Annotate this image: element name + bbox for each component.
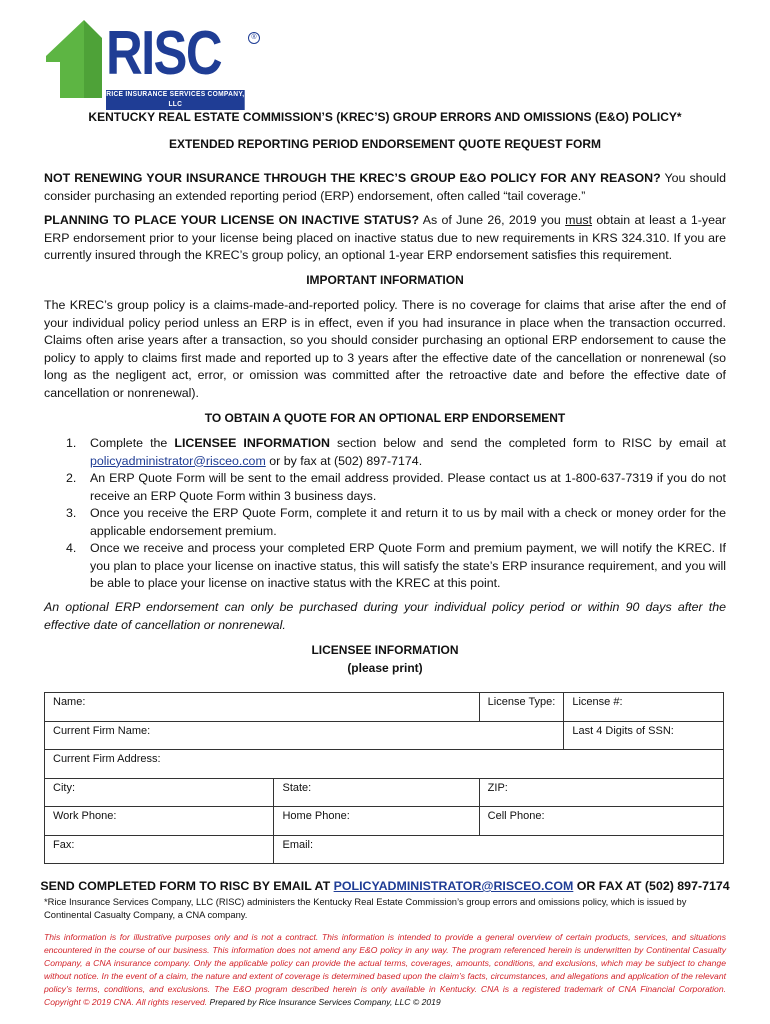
send-text: OR FAX AT (502) 897-7174: [576, 879, 730, 893]
license-number-field[interactable]: [564, 693, 724, 722]
firm-name-field[interactable]: [45, 721, 564, 750]
home-phone-field[interactable]: [274, 807, 479, 836]
prepared-by-text: Prepared by Rice Insurance Services Company, LLC © 2019: [209, 997, 441, 1007]
intro-1-text: You should consider purchasing an extended reporting period (ERP) endorsement, often called “tail coverage.”: [44, 171, 726, 203]
risc-logo: [44, 18, 257, 108]
steps-list: [44, 435, 726, 593]
field-label: Fax:: [53, 838, 75, 851]
disclaimer-text: This information is for illustrative purposes only and is not a contract. This information is intended to provide a general overview of certain products, services, and situations encountered in the course of our business. This information does not amend any E&O policy in any way. The program referenced herein is underwritten by Continental Casualty Company, a CNA insurance company. Only the applicable policy can provide the actual terms, coverages, amounts, conditions, and exclusions, which may be subject to change without notice. In the event of a claim, the nature and extent of coverage is determined based upon the claim’s facts, circumstances, and allegations and application of the relevant policy’s terms, conditions, and exclusions. The E&O program described herein is only available in Kentucky. CNA is a registered trademark of CNA Financial Corporation. Copyright © 2019 CNA. All rights reserved.: [44, 932, 726, 1007]
list-item: [44, 540, 726, 593]
intro-1-bold: NOT RENEWING YOUR INSURANCE THROUGH THE KREC’S GROUP E&O POLICY FOR ANY REASON?: [44, 171, 661, 185]
field-label: State:: [282, 781, 312, 794]
send-text: SEND COMPLETED FORM TO RISC BY EMAIL AT: [40, 879, 331, 893]
cell-phone-field[interactable]: [479, 807, 723, 836]
document-title: KENTUCKY REAL ESTATE COMMISSION’S (KREC’S) GROUP ERRORS AND OMISSIONS (E&O) POLICY*: [88, 110, 682, 124]
step-text: or by fax at (502) 897-7174.: [269, 453, 423, 468]
document-subtitle: EXTENDED REPORTING PERIOD ENDORSEMENT QUOTE REQUEST FORM: [168, 137, 602, 151]
step-number: 1.: [66, 436, 77, 450]
list-item: [44, 470, 726, 505]
field-label: Current Firm Name:: [53, 724, 151, 737]
intro-paragraph-1: [44, 170, 726, 205]
state-field[interactable]: [274, 778, 479, 807]
intro-2-text-a: As of June 26, 2019 you: [422, 213, 561, 227]
send-email-link[interactable]: POLICYADMINISTRATOR@RISCEO.COM: [333, 879, 574, 893]
logo-subtitle: RICE INSURANCE SERVICES COMPANY, LLC: [106, 91, 245, 108]
field-label: Cell Phone:: [487, 810, 545, 822]
list-item: [44, 435, 726, 470]
firm-address-field[interactable]: [45, 750, 724, 779]
intro-2-text-b: obtain at least a 1-year ERP endorsement prior to your license being placed on inactive status due to new requirements in KRS 324.310. If you are currently insured through the KREC’s group policy, an optional 1-year ERP endorsement satisfies this requirement.: [44, 213, 726, 262]
important-paragraph: The KREC’s group policy is a claims-made-and-reported policy. There is no coverage for claims that arise after the end of your individual policy period unless an ERP is in effect, even if you had insurance in place when the transaction occurred. Claims often arise years after a transaction, so you should consider purchasing an optional ERP endorsement to cause the policy to apply to claims first made and reported up to 3 years after the effective date of the cancellation or nonrenewal (so long as the negligent act, error, or omission was committed after the retroactive date and before the effective date of cancellation or nonrenewal).: [44, 298, 726, 400]
name-field[interactable]: [45, 693, 480, 722]
field-label: Email:: [282, 838, 314, 851]
disclaimer: [44, 931, 726, 1009]
obtain-heading: TO OBTAIN A QUOTE FOR AN OPTIONAL ERP ENDORSEMENT: [204, 411, 566, 425]
list-item: [44, 505, 726, 540]
field-label: ZIP:: [487, 781, 508, 794]
field-label: Current Firm Address:: [53, 753, 161, 765]
intro-2-bold: PLANNING TO PLACE YOUR LICENSE ON INACTIVE STATUS?: [44, 213, 420, 227]
field-label: Home Phone:: [282, 810, 350, 822]
email-link[interactable]: policyadministrator@risceo.com: [90, 453, 266, 468]
house-icon: [44, 18, 108, 108]
erp-timing-note: An optional ERP endorsement can only be purchased during your individual policy period or within 90 days after the effective date of cancellation or nonrenewal.: [44, 600, 726, 632]
step-text: section below and send the completed form to RISC by email at: [336, 436, 726, 450]
step-number: 4.: [66, 541, 77, 555]
step-text: Complete the: [90, 436, 168, 450]
step-number: 2.: [66, 471, 77, 485]
field-label: Last 4 Digits of SSN:: [572, 724, 674, 737]
zip-field[interactable]: [479, 778, 723, 807]
field-label: License Type:: [487, 696, 556, 708]
send-instructions: [0, 878, 770, 894]
intro-2-must: must: [565, 213, 593, 227]
field-label: Work Phone:: [53, 810, 117, 822]
email-field[interactable]: [274, 835, 724, 864]
work-phone-field[interactable]: [45, 807, 274, 836]
field-label: License #:: [572, 696, 623, 708]
field-label: Name:: [53, 696, 86, 708]
important-heading: IMPORTANT INFORMATION: [306, 273, 464, 287]
city-field[interactable]: [45, 778, 274, 807]
step-text: An ERP Quote Form will be sent to the email address provided. Please contact us at 1-800-637-7319 if you do not receive an ERP Quote Form within 3 business days.: [90, 471, 726, 503]
fax-field[interactable]: [45, 835, 274, 864]
license-type-field[interactable]: [479, 693, 564, 722]
ssn-field[interactable]: [564, 721, 724, 750]
field-label: City:: [53, 781, 75, 794]
step-bold-text: LICENSEE INFORMATION: [174, 436, 330, 450]
registered-mark: ®: [248, 32, 260, 44]
logo-wordmark: RISC: [106, 19, 221, 88]
step-text: Once you receive the ERP Quote Form, complete it and return it to us by mail with a check or money order for the applicable endorsement premium.: [90, 506, 726, 538]
step-text: Once we receive and process your completed ERP Quote Form and premium payment, we will notify the KREC. If you plan to place your license on inactive status, this will satisfy the state’s ERP insurance requirement, and you will be able to place your license on inactive status with the KREC at this point.: [90, 541, 726, 590]
licensee-heading: LICENSEE INFORMATION: [311, 643, 459, 657]
licensee-form: [44, 692, 724, 864]
licensee-subheading: (please print): [347, 661, 423, 675]
footnote: *Rice Insurance Services Company, LLC (RISC) administers the Kentucky Real Estate Commission’s group errors and omissions policy, which is issued by Continental Casualty Company, a CNA company.: [44, 896, 687, 920]
step-number: 3.: [66, 506, 77, 520]
intro-paragraph-2: [44, 212, 726, 265]
